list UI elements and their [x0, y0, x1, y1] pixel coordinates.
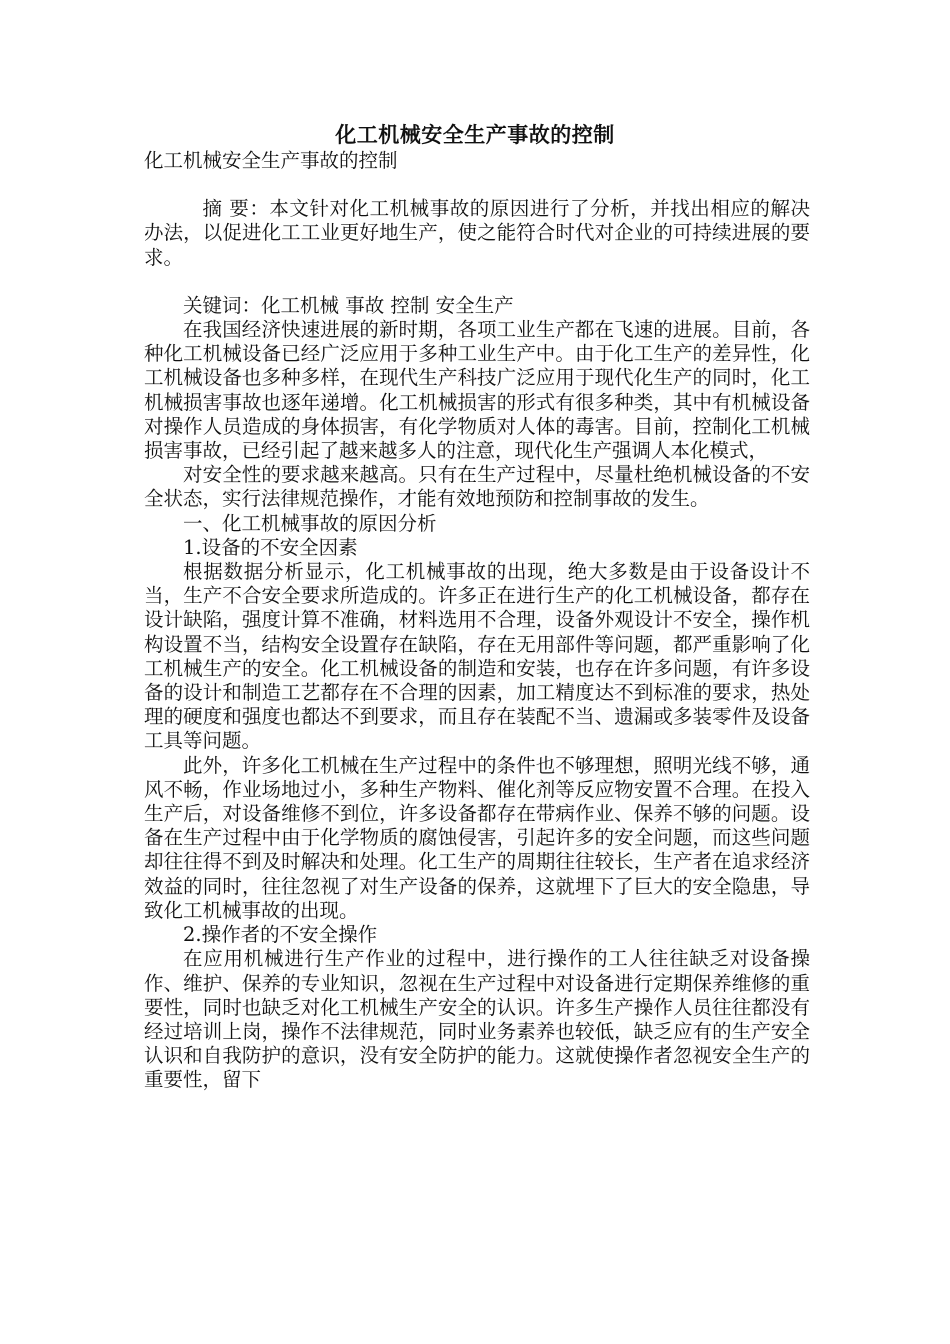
document-subtitle: 化工机械安全生产事故的控制	[144, 149, 398, 172]
subsection-heading: 1.设备的不安全因素	[183, 535, 358, 559]
abstract-paragraph: 摘 要：本文针对化工机械事故的原因进行了分析，并找出相应的解决办法，以促进化工工业更好地生产，使之能符合时代对企业的可持续进展的要求。	[144, 197, 810, 269]
spacer	[144, 173, 810, 197]
document-body	[144, 149, 810, 1093]
body-paragraph: 对安全性的要求越来越高。只有在生产过程中，尽量杜绝机械设备的不安全状态，实行法律规范操作，才能有效地预防和控制事故的发生。	[144, 463, 810, 511]
body-paragraph: 在应用机械进行生产作业的过程中，进行操作的工人往往缺乏对设备操作、维护、保养的专业知识，忽视在生产过程中对设备进行定期保养维修的重要性，同时也缺乏对化工机械生产安全的认识。许多生产操作人员往往都没有经过培训上岗，操作不法律规范，同时业务素养也较低，缺乏应有的生产安全认识和自我防护的意识，没有安全防护的能力。这就使操作者忽视安全生产的重要性，留下	[144, 947, 810, 1092]
spacer	[144, 270, 810, 294]
body-paragraph: 此外，许多化工机械在生产过程中的条件也不够理想，照明光线不够，通风不畅，作业场地过小，多种生产物料、催化剂等反应物安置不合理。在投入生产后，对设备维修不到位，许多设备都存在带病作业、保养不够的问题。设备在生产过程中由于化学物质的腐蚀侵害，引起许多的安全问题，而这些问题却往往得不到及时解决和处理。化工生产的周期往往较长，生产者在追求经济效益的同时，往往忽视了对生产设备的保养，这就埋下了巨大的安全隐患，导致化工机械事故的出现。	[144, 753, 810, 922]
body-paragraph: 根据数据分析显示，化工机械事故的出现，绝大多数是由于设备设计不当，生产不合安全要求所造成的。许多正在进行生产的化工机械设备，都存在设计缺陷，强度计算不准确，材料选用不合理，设备外观设计不安全，操作机构设置不当，结构安全设置存在缺陷，存在无用部件等问题，都严重影响了化工机械生产的安全。化工机械设备的制造和安装，也存在许多问题，有许多设备的设计和制造工艺都存在不合理的因素，加工精度达不到标准的要求，热处理的硬度和强度也都达不到要求，而且存在装配不当、遗漏或多装零件及设备工具等问题。	[144, 560, 810, 753]
section-heading: 一、化工机械事故的原因分析	[183, 511, 437, 535]
body-paragraph: 在我国经济快速进展的新时期，各项工业生产都在飞速的进展。目前，各种化工机械设备已经广泛应用于多种工业生产中。由于化工生产的差异性，化工机械设备也多种多样，在现代生产科技广泛应用于现代化生产的同时，化工机械损害事故也逐年递增。化工机械损害的形式有很多种类，其中有机械设备对操作人员造成的身体损害，有化学物质对人体的毒害。目前，控制化工机械损害事故，已经引起了越来越多人的注意，现代化生产强调人本化模式，	[144, 318, 810, 463]
document-title: 化工机械安全生产事故的控制	[335, 122, 615, 147]
keywords-line: 关键词：化工机械 事故 控制 安全生产	[183, 293, 514, 317]
subsection-heading: 2.操作者的不安全操作	[183, 923, 378, 947]
